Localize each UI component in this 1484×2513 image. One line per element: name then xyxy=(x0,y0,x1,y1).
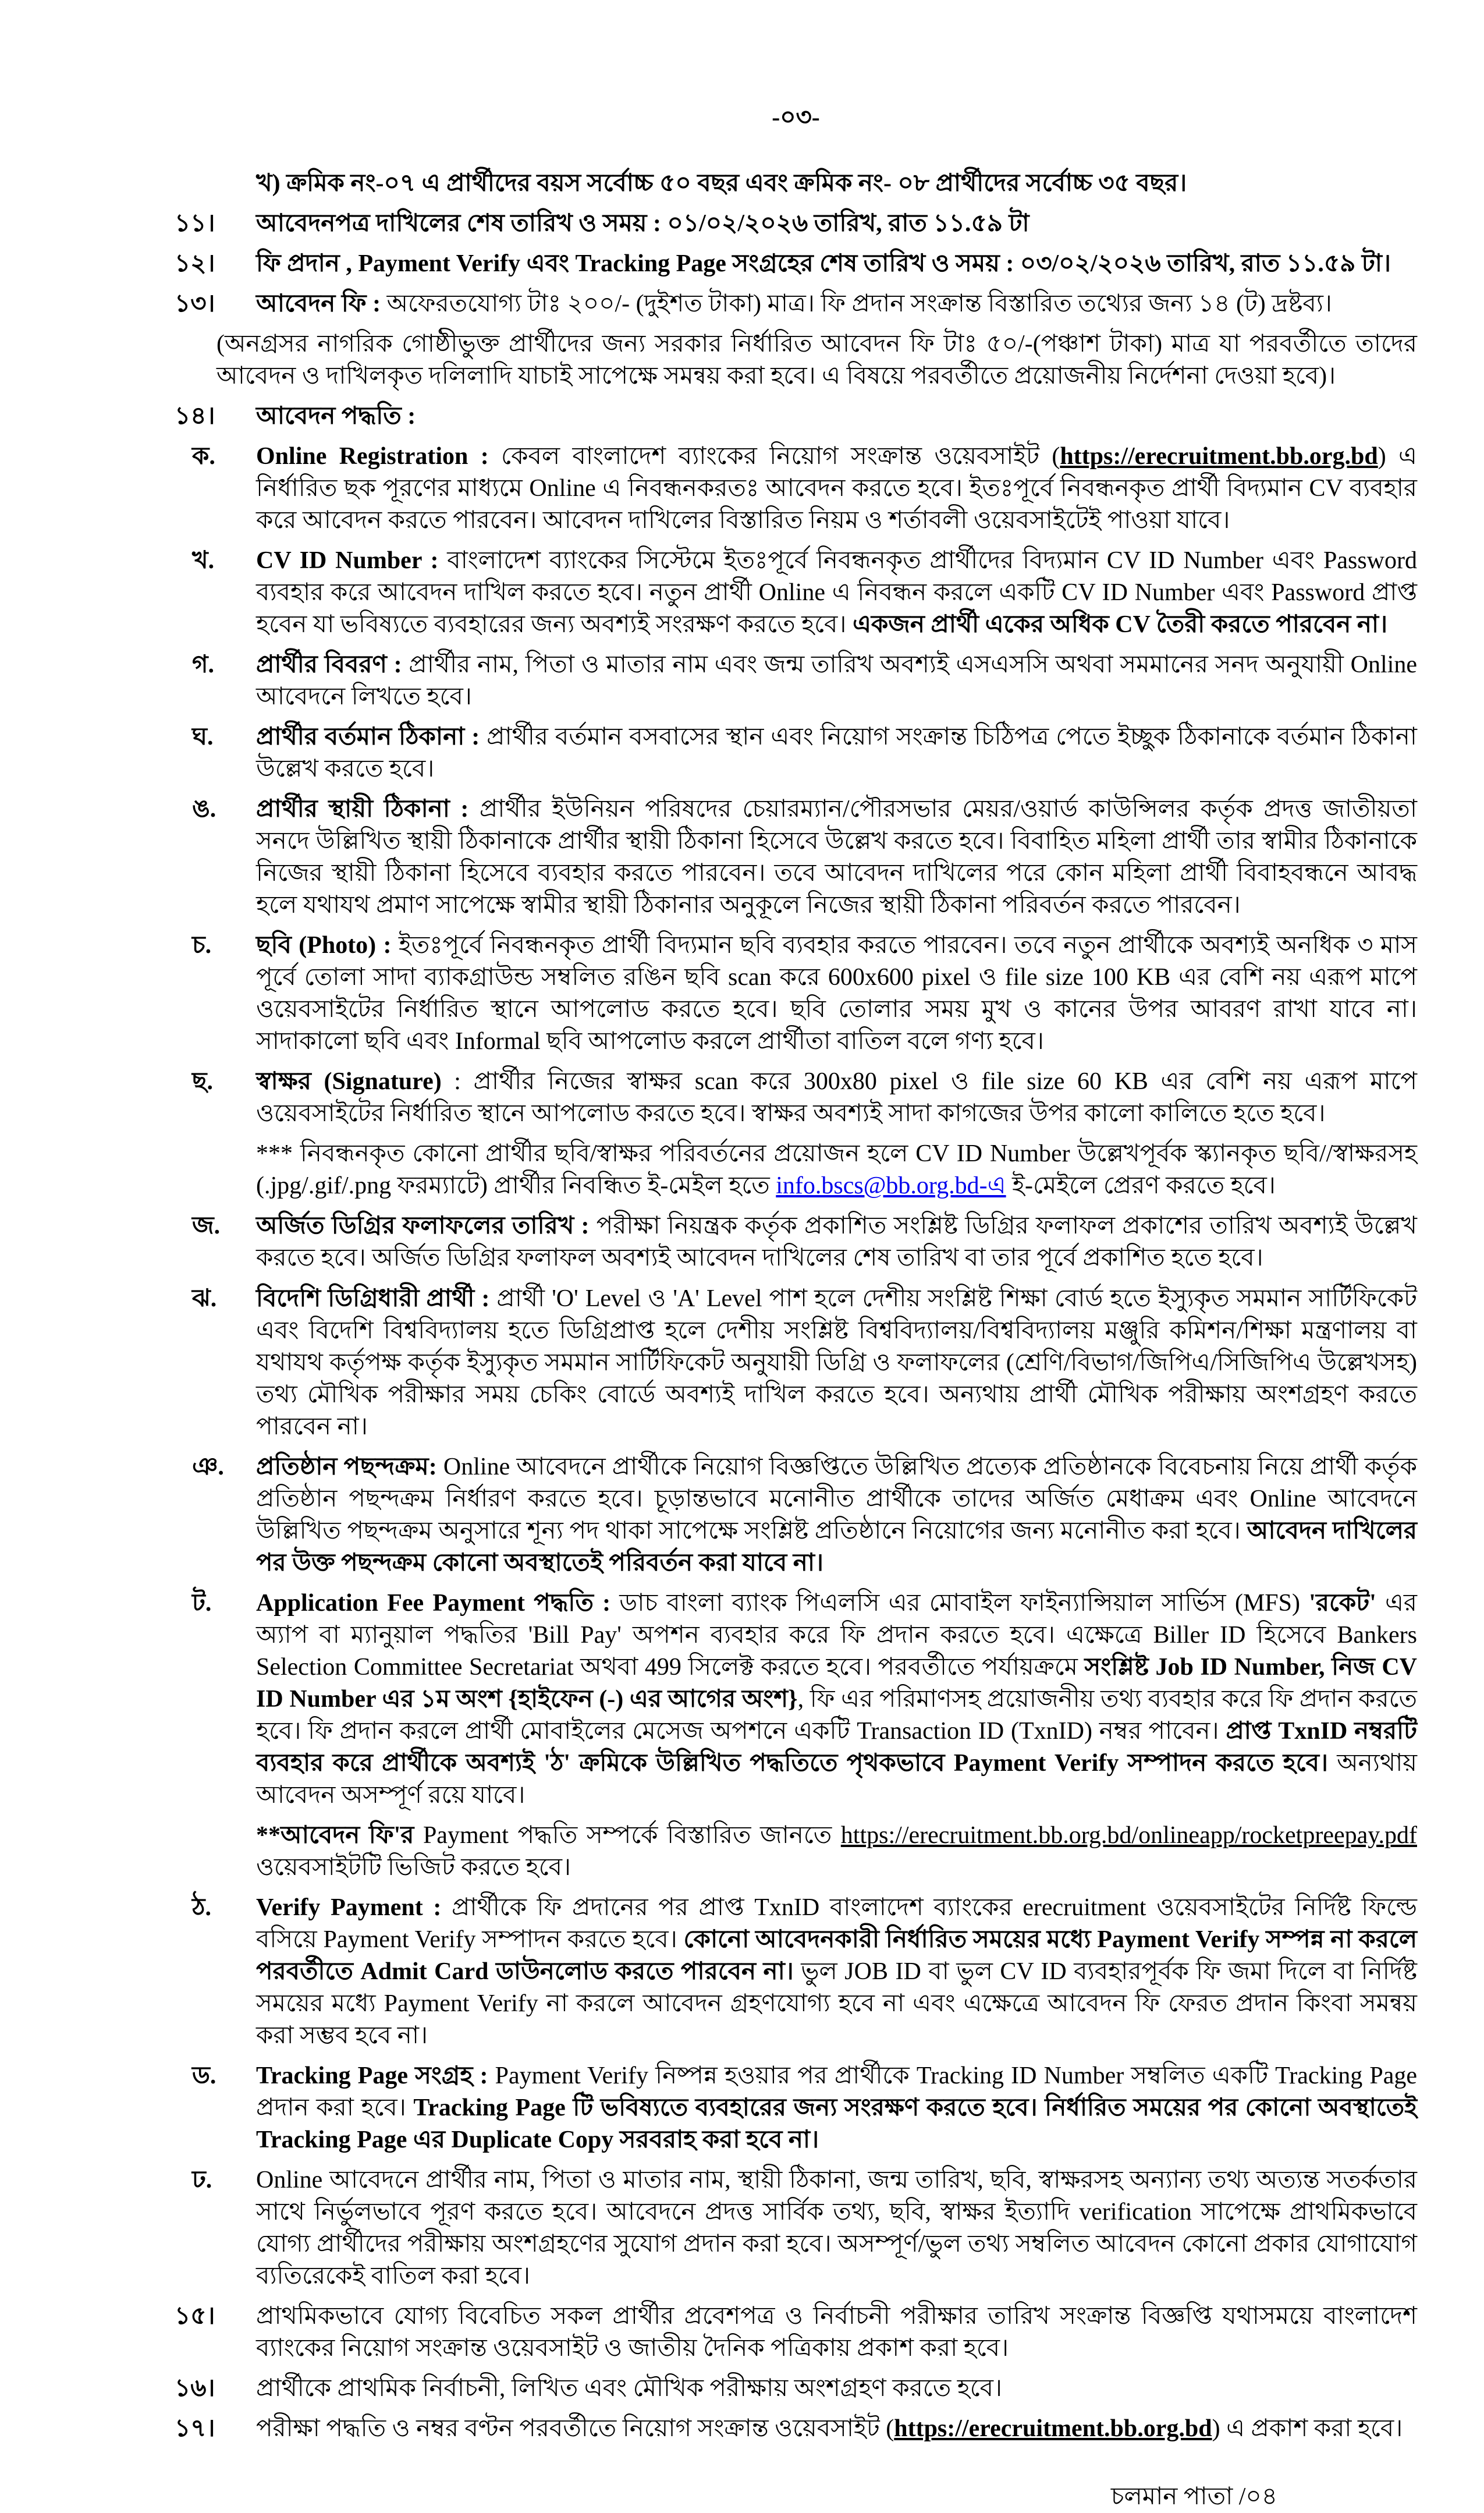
list-item xyxy=(175,1138,1417,1202)
text-run: অন্যথায় আবেদন অসম্পূর্ণ রয়ে যাবে। xyxy=(256,1749,1417,1809)
item-letter: ছ. xyxy=(192,1068,213,1096)
text-run: ডাচ বাংলা ব্যাংক পিএলসি এর মোবাইল ফাইন্যান্সিয়াল সার্ভিস (MFS) xyxy=(619,1589,1309,1617)
text-run: আবেদনপত্র দাখিলের শেষ তারিখ ও সময় : ০১/০২/২০২৬ তারিখ, রাত ১১.৫৯ টা xyxy=(256,210,1029,238)
item-text xyxy=(256,721,1417,785)
text-run: প্রার্থীর বর্তমান বসবাসের স্থান এবং নিয়োগ সংক্রান্ত চিঠিপত্র পেতে ইচ্ছুক ঠিকানাকে বর্তমান ঠিকানা উল্লেখ করতে হবে। xyxy=(256,724,1417,783)
item-text xyxy=(256,400,1417,433)
text-run: প্রার্থীকে ফি প্রদানের পর প্রাপ্ত TxnID বাংলাদেশ ব্যাংকের erecruitment ওয়েবসাইটের নির্দিষ্ট ফিল্ডে বসিয়ে Payment Verify সম্পাদন করতে হবে। xyxy=(256,1894,1417,1953)
text-run: বিদেশি ডিগ্রিধারী প্রার্থী : xyxy=(256,1285,497,1312)
item-number: ১১। xyxy=(175,210,215,238)
item-text xyxy=(256,168,1417,200)
list-item xyxy=(175,168,1417,200)
list-item xyxy=(175,2164,1417,2292)
text-run: *** নিবন্ধনকৃত কোনো প্রার্থীর ছবি/স্বাক্ষর পরিবর্তনের প্রয়োজন হলে CV ID Number উল্লেখপূর্বক স্ক্যানকৃত ছবি//স্বাক্ষরসহ (.jpg/.gif/.png ফরম্যাটে) প্রার্থীর নিবন্ধিত ই-মেইল হতে xyxy=(256,1140,1417,1200)
text-run: আবেদন পদ্ধতি : xyxy=(256,403,416,430)
item-text xyxy=(256,208,1417,240)
text-run: , ফি এর পরিমাণসহ প্রয়োজনীয় তথ্য ব্যবহার করে ফি প্রদান করতে হবে। ফি প্রদান করলে প্রার্থী মোবাইলের মেসেজ অপশনে একটি Transaction ID (TxnID) নম্বর পাবেন। xyxy=(256,1685,1418,1745)
text-run: Online আবেদনে প্রার্থীকে নিয়োগ বিজ্ঞপ্তিতে উল্লিখিত প্রত্যেক প্রতিষ্ঠানকে বিবেচনায় নিয়ে প্রার্থী কর্তৃক প্রতিষ্ঠান পছন্দক্রম নির্ধারণ করতে হবে। চূড়ান্তভাবে মনোনীত প্রার্থীকে তাদের অর্জিত মেধাক্রম এবং Online আবেদনে উল্লিখিত পছন্দক্রম অনুসারে শূন্য পদ থাকা সাপেক্ষে সংশ্লিষ্ট প্রতিষ্ঠানে নিয়োগের জন্য মনোনীত করা হবে। xyxy=(256,1453,1417,1544)
item-text xyxy=(216,328,1417,392)
text-run: প্রার্থীর বিবরণ : xyxy=(256,651,409,679)
text-run: স্বাক্ষর (Signature) xyxy=(256,1068,442,1096)
item-text xyxy=(256,1587,1417,1812)
text-run: CV ID Number : xyxy=(256,547,448,575)
text-run: প্রার্থীর বর্তমান ঠিকানা : xyxy=(256,724,487,751)
text-run: : প্রার্থীর নিজের স্বাক্ষর scan করে 300x80 pixel ও file size 60 KB এর বেশি নয় এরূপ মাপে ওয়েবসাইটের নির্ধারিত স্থানে আপলোড করতে হবে। স্বাক্ষর অবশ্যই সাদা কাগজের উপর কালো কালিতে হতে হবে। xyxy=(256,1068,1417,1128)
text-run: প্রার্থীকে প্রাথমিক নির্বাচনী, লিখিত এবং মৌখিক পরীক্ষায় অংশগ্রহণ করতে হবে। xyxy=(256,2375,1003,2402)
text-run: **আবেদন ফি'র xyxy=(256,1821,414,1849)
text-run: Application Fee Payment পদ্ধতি : xyxy=(256,1589,620,1617)
item-letter: ক. xyxy=(192,443,215,470)
text-run: খ) ক্রমিক নং-০৭ এ প্রার্থীদের বয়স সর্বোচ্চ ৫০ বছর এবং ক্রমিক নং- ০৮ প্রার্থীদের সর্বোচ্চ ৩৫ বছর। xyxy=(256,170,1187,197)
list-item xyxy=(175,1283,1417,1443)
text-run: Tracking Page টি ভবিষ্যতে ব্যবহারের জন্য সংরক্ষণ করতে হবে। নির্ধারিত সময়ের পর কোনো অবস্থাতেই Tracking Page এর Duplicate Copy সরবরাহ করা হবে না। xyxy=(256,2094,1417,2153)
item-text xyxy=(256,1066,1417,1130)
item-letter: ঞ. xyxy=(192,1453,224,1480)
item-text xyxy=(256,1892,1417,2052)
item-text xyxy=(256,2164,1417,2292)
item-letter: গ. xyxy=(192,651,215,679)
text-run: ভুল JOB ID বা ভুল CV ID ব্যবহারপূর্বক ফি জমা দিলে বা নির্দিষ্ট সময়ের মধ্যে Payment Verify না করলে আবেদন গ্রহণযোগ্য হবে না এবং এক্ষেত্রে আবেদন ফি ফেরত প্রদান কিংবা সমন্বয় করা সম্ভব হবে না। xyxy=(256,1958,1417,2049)
text-run: পরীক্ষা পদ্ধতি ও নম্বর বণ্টন পরবর্তীতে নিয়োগ সংক্রান্ত ওয়েবসাইট ( xyxy=(256,2415,894,2443)
list-item xyxy=(175,288,1417,320)
item-text xyxy=(256,441,1417,537)
list-item xyxy=(175,2373,1417,2405)
list-item xyxy=(175,1210,1417,1274)
item-text xyxy=(256,2373,1417,2405)
text-run: ছবি (Photo) : xyxy=(256,932,399,959)
item-text xyxy=(256,1283,1417,1443)
list-item xyxy=(175,545,1417,641)
item-letter: ট. xyxy=(192,1589,212,1617)
list-item xyxy=(175,721,1417,785)
url-text: https://erecruitment.bb.org.bd/onlineapp/rocketpreepay.pdf xyxy=(840,1821,1417,1849)
item-text xyxy=(256,649,1417,713)
text-run: প্রতিষ্ঠান পছন্দক্রম: xyxy=(256,1453,443,1480)
item-text xyxy=(256,2413,1417,2445)
item-letter: খ. xyxy=(192,547,215,575)
text-run: ওয়েবসাইটটি ভিজিট করতে হবে। xyxy=(256,1853,571,1881)
item-text xyxy=(256,248,1417,280)
text-run: একজন প্রার্থী একের অধিক CV তৈরী করতে পারবেন না। xyxy=(852,611,1388,639)
list-item xyxy=(175,328,1417,392)
item-letter: চ. xyxy=(192,932,212,959)
text-run: 'রকেট' xyxy=(1309,1589,1376,1617)
text-run: Payment Verify নিষ্পন্ন হওয়ার পর প্রার্থীকে Tracking ID Number সম্বলিত একটি Tracking Page প্রদান করা হবে। xyxy=(256,2062,1417,2121)
text-run: প্রার্থীর নাম, পিতা ও মাতার নাম এবং জন্ম তারিখ অবশ্যই এসএসসি অথবা সমমানের সনদ অনুযায়ী Online আবেদনে লিখতে হবে। xyxy=(256,651,1417,711)
text-run: ) এ নির্ধারিত ছক পূরণের মাধ্যমে Online এ নিবন্ধনকরতঃ আবেদন করতে হবে। ইতঃপূর্বে নিবন্ধনকৃত প্রার্থী বিদ্যমান CV ব্যবহার করে আবেদন করতে পারবেন। আবেদন দাখিলের বিস্তারিত নিয়ম ও শর্তাবলী ওয়েবসাইটেই পাওয়া যাবে। xyxy=(256,443,1417,534)
text-run: ) এ প্রকাশ করা হবে। xyxy=(1212,2415,1403,2443)
text-run: বাংলাদেশ ব্যাংকের সিস্টেমে ইতঃপূর্বে নিবন্ধনকৃত প্রার্থীদের বিদ্যমান CV ID Number এবং Password ব্যবহার করে আবেদন দাখিল করতে হবে। নতুন প্রার্থী Online এ নিবন্ধন করলে একটি CV ID Number এবং Password প্রাপ্ত হবেন যা ভবিষ্যতে ব্যবহারের জন্য অবশ্যই সংরক্ষণ করতে হবে। xyxy=(256,547,1417,639)
page-number: -০৩- xyxy=(772,104,820,131)
item-letter: জ. xyxy=(192,1213,221,1240)
list-item xyxy=(175,208,1417,240)
item-number: ১৬। xyxy=(175,2375,215,2402)
text-run: ই-মেইলে প্রেরণ করতে হবে। xyxy=(1006,1172,1276,1200)
text-run: অর্জিত ডিগ্রির ফলাফলের তারিখ : xyxy=(256,1213,597,1240)
item-text xyxy=(256,793,1417,921)
continuation-note: চলমান পাতা /০৪ xyxy=(1110,2483,1277,2511)
text-run: প্রাপ্ত TxnID নম্বরটি ব্যবহার করে প্রার্থীকে অবশ্যই 'ঠ' ক্রমিকে উল্লিখিত পদ্ধতিতে পৃথকভাবে Payment Verify সম্পাদন করতে হবে। xyxy=(256,1717,1417,1777)
item-text xyxy=(256,2060,1417,2156)
email-link[interactable]: info.bscs@bb.org.bd-এ xyxy=(776,1172,1006,1200)
item-number: ১৪। xyxy=(175,403,215,430)
text-run: Online আবেদনে প্রার্থীর নাম, পিতা ও মাতার নাম, স্থায়ী ঠিকানা, জন্ম তারিখ, ছবি, স্বাক্ষরসহ অন্যান্য তথ্য অত্যন্ত সতর্কতার সাথে নির্ভুলভাবে পূরণ করতে হবে। আবেদনে প্রদত্ত সার্বিক তথ্য, ছবি, স্বাক্ষর ইত্যাদি verification সাপেক্ষে প্রাথমিকভাবে যোগ্য প্রার্থীদের পরীক্ষায় অংশগ্রহণের সুযোগ প্রদান করা হবে। অসম্পূর্ণ/ভুল তথ্য সম্বলিত আবেদন কোনো প্রকার যোগাযোগ ব্যতিরেকেই বাতিল করা হবে। xyxy=(256,2166,1417,2289)
text-run: এর অ্যাপ বা ম্যানুয়াল পদ্ধতির 'Bill Pay' অপশন ব্যবহার করে ফি প্রদান করতে হবে। এক্ষেত্রে Biller ID হিসেবে Bankers Selection Committee Secretariat অথবা 499 সিলেক্ট করতে হবে। পরবর্তীতে পর্যায়ক্রমে xyxy=(256,1589,1417,1681)
text-run: সংশ্লিষ্ট Job ID Number, নিজ CV ID Number এর ১ম অংশ {হাইফেন (-) এর আগের অংশ} xyxy=(256,1653,1417,1713)
item-text xyxy=(256,930,1417,1058)
list-item xyxy=(175,1587,1417,1812)
list-item xyxy=(175,248,1417,280)
list-item xyxy=(175,2301,1417,2365)
list-item xyxy=(175,649,1417,713)
text-run: Tracking Page সংগ্রহ : xyxy=(256,2062,495,2089)
text-run: ফি প্রদান , Payment Verify এবং Tracking Page সংগ্রহের শেষ তারিখ ও সময় : ০৩/০২/২০২৬ তারিখ, রাত ১১.৫৯ টা। xyxy=(256,250,1391,278)
text-run: আবেদন ফি : xyxy=(256,290,387,318)
item-letter: ঙ. xyxy=(192,796,216,823)
url-text: https://erecruitment.bb.org.bd xyxy=(1060,443,1378,470)
list-item xyxy=(175,793,1417,921)
item-letter: ঘ. xyxy=(192,724,214,751)
list-item xyxy=(175,1066,1417,1130)
list-item xyxy=(175,930,1417,1058)
list-item xyxy=(175,441,1417,537)
item-text xyxy=(256,1210,1417,1274)
text-run: কেবল বাংলাদেশ ব্যাংকের নিয়োগ সংক্রান্ত ওয়েবসাইট ( xyxy=(501,443,1060,470)
document-blocks xyxy=(175,168,1417,2445)
text-run: ইতঃপূর্বে নিবন্ধনকৃত প্রার্থী বিদ্যমান ছবি ব্যবহার করতে পারবেন। তবে নতুন প্রার্থীকে অবশ্যই অনধিক ৩ মাস পূর্বে তোলা সাদা ব্যাকগ্রাউন্ড সম্বলিত রঙিন ছবি scan করে 600x600 pixel ও file size 100 KB এর বেশি নয় এরূপ মাপে ওয়েবসাইটের নির্ধারিত স্থানে আপলোড করতে হবে। ছবি তোলার সময় মুখ ও কানের উপর আবরণ রাখা যাবে না। সাদাকালো ছবি এবং Informal ছবি আপলোড করলে প্রার্থীতা বাতিল বলে গণ্য হবে। xyxy=(256,932,1417,1055)
item-text xyxy=(256,1451,1417,1579)
item-letter: ঢ. xyxy=(192,2166,212,2193)
text-run: প্রার্থীর স্থায়ী ঠিকানা : xyxy=(256,796,480,823)
item-number: ১৭। xyxy=(175,2415,215,2443)
text-run: আবেদন দাখিলের পর উক্ত পছন্দক্রম কোনো অবস্থাতেই পরিবর্তন করা যাবে না। xyxy=(256,1517,1417,1576)
list-item xyxy=(175,1820,1417,1884)
list-item xyxy=(175,400,1417,433)
item-number: ১৫। xyxy=(175,2302,215,2330)
item-number: ১২। xyxy=(175,250,215,278)
url-text: https://erecruitment.bb.org.bd xyxy=(894,2415,1212,2443)
text-run: প্রাথমিকভাবে যোগ্য বিবেচিত সকল প্রার্থীর প্রবেশপত্র ও নির্বাচনী পরীক্ষার তারিখ সংক্রান্ত বিজ্ঞপ্তি যথাসময়ে বাংলাদেশ ব্যাংকের নিয়োগ সংক্রান্ত ওয়েবসাইট ও জাতীয় দৈনিক পত্রিকায় প্রকাশ করা হবে। xyxy=(256,2302,1417,2362)
item-text xyxy=(256,545,1417,641)
item-text xyxy=(256,288,1417,320)
text-run: (অনগ্রসর নাগরিক গোষ্ঠীভুক্ত প্রার্থীদের জন্য সরকার নির্ধারিত আবেদন ফি টাঃ ৫০/-(পঞ্চাশ টাকা) মাত্র যা পরবর্তীতে তাদের আবেদন ও দাখিলকৃত দলিলাদি যাচাই সাপেক্ষে সমন্বয় করা হবে। এ বিষয়ে পরবর্তীতে প্রয়োজনীয় নির্দেশনা দেওয়া হবে)। xyxy=(216,331,1417,390)
item-text xyxy=(256,2301,1417,2365)
item-letter: ঝ. xyxy=(192,1285,217,1312)
list-item xyxy=(175,1451,1417,1579)
text-run: পরীক্ষা নিয়ন্ত্রক কর্তৃক প্রকাশিত সংশ্লিষ্ট ডিগ্রির ফলাফল প্রকাশের তারিখ অবশ্যই উল্লেখ করতে হবে। অর্জিত ডিগ্রির ফলাফল অবশ্যই আবেদন দাখিলের শেষ তারিখ বা তার পূর্বে প্রকাশিত হতে হবে। xyxy=(256,1213,1417,1272)
text-run: Verify Payment : xyxy=(256,1894,452,1921)
list-item xyxy=(175,2060,1417,2156)
item-letter: ড. xyxy=(192,2062,216,2089)
text-run: অফেরতযোগ্য টাঃ ২০০/- (দুইশত টাকা) মাত্র। ফি প্রদান সংক্রান্ত বিস্তারিত তথ্যের জন্য ১৪ (ট) দ্রষ্টব্য। xyxy=(386,290,1332,318)
item-text xyxy=(256,1138,1417,1202)
list-item xyxy=(175,1892,1417,2052)
text-run: প্রার্থী 'O' Level ও 'A' Level পাশ হলে দেশীয় সংশ্লিষ্ট শিক্ষা বোর্ড হতে ইস্যুকৃত সমমান সার্টিফিকেট এবং বিদেশি বিশ্ববিদ্যালয় হতে ডিগ্রিপ্রাপ্ত হলে দেশীয় সংশ্লিষ্ট বিশ্ববিদ্যালয়/বিশ্ববিদ্যালয় মঞ্জুরি কমিশন/শিক্ষা মন্ত্রণালয় বা যথাযথ কর্তৃপক্ষ কর্তৃক ইস্যুকৃত সমমান সার্টিফিকেট অনুযায়ী ডিগ্রি ও ফলাফলের (শ্রেণি/বিভাগ/জিপিএ/সিজিপিএ উল্লেখসহ) তথ্য মৌখিক পরীক্ষার সময় চেকিং বোর্ডে অবশ্যই দাখিল করতে হবে। অন্যথায় প্রার্থী মৌখিক পরীক্ষায় অংশগ্রহণ করতে পারবেন না। xyxy=(256,1285,1418,1440)
text-run: প্রার্থীর ইউনিয়ন পরিষদের চেয়ারম্যান/পৌরসভার মেয়র/ওয়ার্ড কাউন্সিলর কর্তৃক প্রদত্ত জাতীয়তা সনদে উল্লিখিত স্থায়ী ঠিকানাকে প্রার্থীর স্থায়ী ঠিকানা হিসেবে উল্লেখ করতে হবে। বিবাহিত মহিলা প্রার্থী তার স্বামীর ঠিকানাকে নিজের স্থায়ী ঠিকানা হিসেবে ব্যবহার করতে পারবেন। তবে আবেদন দাখিলের পরে কোন মহিলা প্রার্থী বিবাহবন্ধনে আবদ্ধ হলে যথাযথ প্রমাণ সাপেক্ষে স্বামীর স্থায়ী ঠিকানার অনুকূলে নিজের স্থায়ী ঠিকানা পরিবর্তন করতে পারবেন। xyxy=(256,796,1417,919)
text-run: Online Registration : xyxy=(256,443,502,470)
item-text xyxy=(256,1820,1417,1884)
item-number: ১৩। xyxy=(175,290,215,318)
text-run: Payment পদ্ধতি সম্পর্কে বিস্তারিত জানতে xyxy=(414,1821,841,1849)
text-run: কোনো আবেদনকারী নির্ধারিত সময়ের মধ্যে Payment Verify সম্পন্ন না করলে পরবর্তীতে Admit Card ডাউনলোড করতে পারবেন না। xyxy=(256,1926,1417,1985)
item-letter: ঠ. xyxy=(192,1894,211,1921)
list-item xyxy=(175,2413,1417,2445)
